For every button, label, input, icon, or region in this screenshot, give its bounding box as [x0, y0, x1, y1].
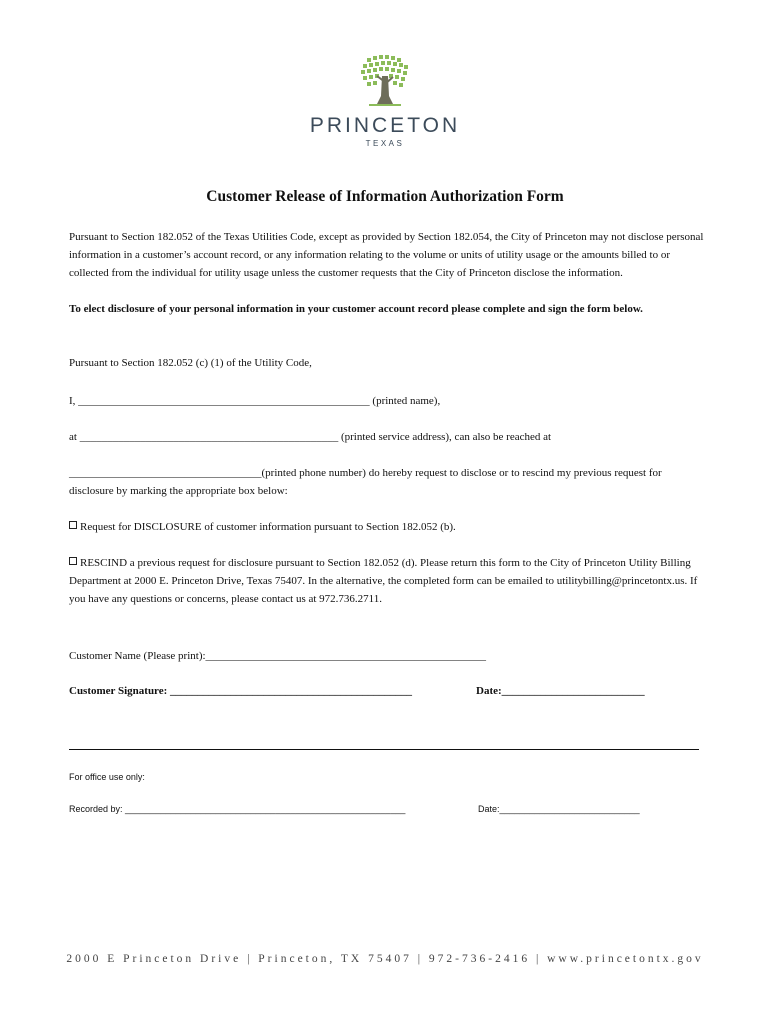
- disclosure-option-label: Request for DISCLOSURE of customer information pursuant to Section 182.052 (b).: [80, 521, 456, 533]
- rescind-checkbox[interactable]: [69, 557, 77, 565]
- customer-name-field[interactable]: Customer Name (Please print):___________________________________________________: [69, 650, 487, 662]
- tree-logo-icon: [355, 52, 415, 112]
- footer-contact: 2000 E Princeton Drive | Princeton, TX 75407 | 972-736-2416 | www.princetontx.gov: [66, 953, 704, 965]
- brand-subtitle: TEXAS: [365, 139, 405, 148]
- form-title: Customer Release of Information Authorization Form: [206, 188, 564, 205]
- city-logo: [0, 52, 770, 148]
- disclosure-option[interactable]: [69, 518, 709, 536]
- section-reference: Pursuant to Section 182.052 (c) (1) of the Utility Code,: [69, 357, 312, 369]
- office-date-field[interactable]: Date:____________________________: [478, 804, 640, 814]
- brand-name: PRINCETON: [309, 114, 461, 137]
- customer-date-field[interactable]: Date:__________________________: [476, 685, 645, 697]
- rescind-option[interactable]: [69, 554, 709, 608]
- rescind-option-label: RESCIND a previous request for disclosure pursuant to Section 182.052 (d). Please return this form to the City of Princeton Utility Billing Department at 2000 E. Princeton Drive, Texas 75407. In the alternative, the completed form can be emailed to utilitybilling@princetontx.us. If you have any questions or concerns, please contact us at 972.736.2711.: [69, 557, 698, 605]
- recorded-by-field[interactable]: Recorded by: ________________________________________________________: [69, 804, 406, 814]
- disclosure-checkbox[interactable]: [69, 521, 77, 529]
- service-address-line[interactable]: at _______________________________________________ (printed service address), can also be reached at: [69, 431, 552, 443]
- office-use-heading: For office use only:: [69, 772, 145, 782]
- instruction-text: To elect disclosure of your personal information in your customer account record please complete and sign the form below.: [69, 303, 643, 315]
- section-divider: [69, 749, 699, 750]
- customer-signature-field[interactable]: Customer Signature: ____________________________________________: [69, 685, 413, 697]
- intro-paragraph: Pursuant to Section 182.052 of the Texas Utilities Code, except as provided by Section 182.054, the City of Princeton may not disclose personal information in a customer’s account record, or any information relating to the volume or units of utility usage or the amounts billed to or collected from the individual for utility usage unless the customer requests that the City of Princeton disclose the information.: [69, 231, 704, 279]
- printed-name-line[interactable]: I, _____________________________________________________ (printed name),: [69, 395, 441, 407]
- phone-number-line[interactable]: ___________________________________(printed phone number) do hereby request to disclose or to rescind my previous request for disclosure by marking the appropriate box below:: [69, 467, 662, 497]
